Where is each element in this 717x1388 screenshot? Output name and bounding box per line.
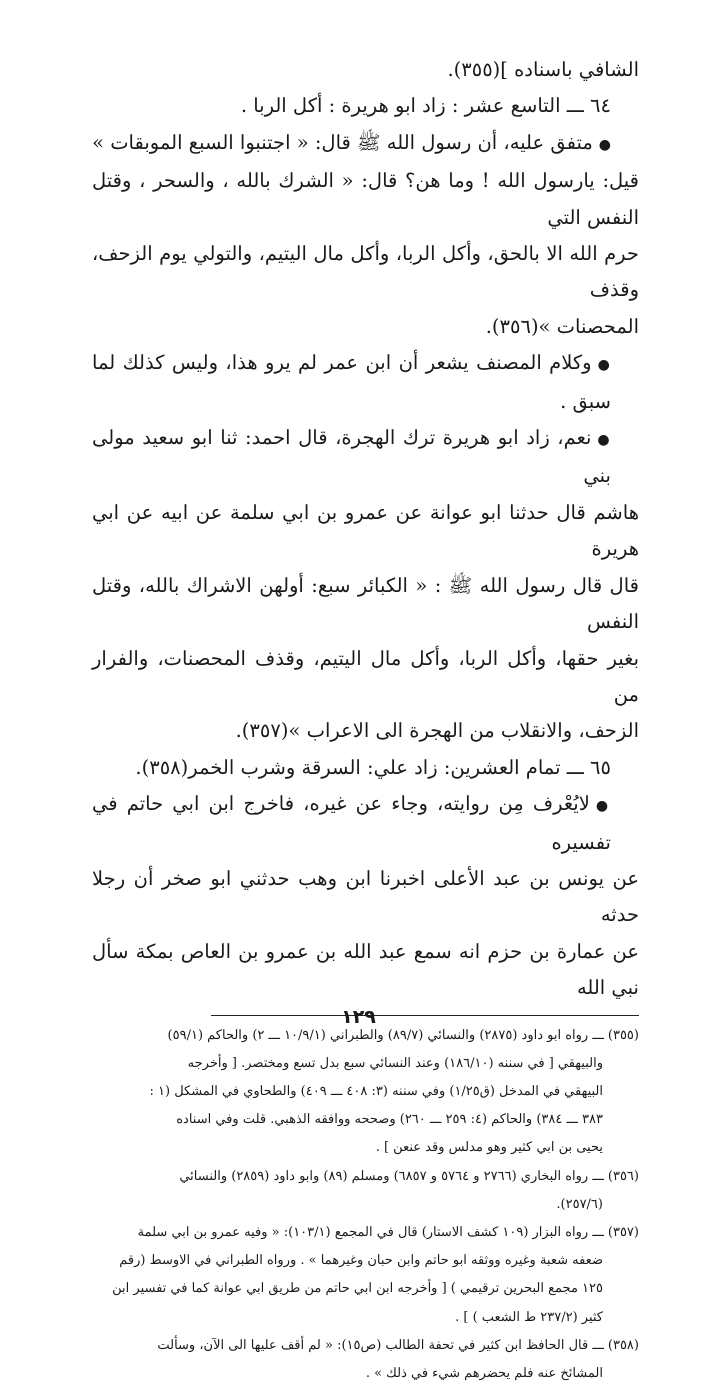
footnote-line: المشائخ عنه فلم يحضرهم شيء في ذلك » . <box>365 1366 603 1381</box>
text-line: المحصنات »(٣٥٦). <box>485 314 639 338</box>
footnote-line: (٣٥٥) ـــ رواه ابو داود (٢٨٧٥) والنسائي (٨٩/٧) والطبراني (١٠/٩/١ ـــ ٢) والحاكم (٥٩/١) <box>167 1027 639 1043</box>
footnote-line: (٣٥٦) ـــ رواه البخاري (٢٧٦٦ و ٥٧٦٤ و ٦٨٥٧) ومسلم (٨٩) وابو داود (٢٨٥٩) والنسائي <box>179 1168 639 1184</box>
footnote-line: ضعفه شعبة وغيره ووثقه ابو حاتم وابن حبان وغيرهما » . ورواه الطبراني في الاوسط (رقم <box>119 1253 603 1269</box>
text-line: عن يونس بن عبد الأعلى اخبرنا ابن وهب حدثني ابو صخر أن رجلا حدثه <box>92 866 639 927</box>
footnote-line: والبيهقي [ في سننه (١٨٦/١٠) وعند النسائي سبع بدل تسع ومختصر. [ وأخرجه <box>187 1055 603 1071</box>
text-line: عن عمارة بن حزم انه سمع عبد الله بن عمرو بن العاص بمكة سأل نبي الله <box>92 939 639 1000</box>
text-line: ٦٤ ـــ التاسع عشر : زاد ابو هريرة : أكل الربا . <box>240 94 611 118</box>
text-line: الشافي باسناده ](٣٥٥). <box>447 58 639 81</box>
text-line: حرم الله الا بالحق، وأكل الربا، وأكل مال اليتيم، والتولي يوم الزحف، وقذف <box>92 242 639 302</box>
footnotes <box>92 1022 639 1388</box>
text-line: ●نعم، زاد ابو هريرة ترك الهجرة، قال احمد: ثنا ابو سعيد مولى بني <box>92 426 612 488</box>
bullet-icon: ● <box>597 357 611 374</box>
footnote-line: ١٢٥ مجمع البحرين ترقيمي ) [ وأخرجه ابن ابي حاتم من طريق ابي عوانة كما في تفسير ابن <box>112 1281 603 1297</box>
footnote-line: (٢٥٧/٦). <box>556 1196 603 1212</box>
footnote-line: البيهقي في المدخل (ق١/٢٥) وفي سننه (٣: ٤٠٨ ـــ ٤٠٩) والطحاوي في المشكل (١ : <box>149 1083 603 1099</box>
text-line: قال قال رسول الله ﷺ : « الكبائر سبع: أولهن الاشراك بالله، وقتل النفس <box>92 573 639 634</box>
footnote-line: يحيى بن ابي كثير وهو مدلس وقد عنعن ] . <box>375 1140 603 1156</box>
text-line: ●وكلام المصنف يشعر أن ابن عمر لم يرو هذا، وليس كذلك لما سبق . <box>92 351 611 413</box>
text-line: بغير حقها، وأكل الربا، وأكل مال اليتيم، وقذف المحصنات، والفرار من <box>92 646 639 706</box>
main-text <box>92 52 639 1007</box>
text-line: ●لايُعْرف مِن روايته، وجاء عن غيره، فاخرج ابن ابي حاتم في تفسيره <box>92 792 611 854</box>
footnote-line: (٣٥٨) ـــ قال الحافظ ابن كثير في تحفة الطالب (ص١٥): « لم أقف عليها الى الآن، وسألت <box>157 1337 639 1353</box>
footnote-line: ٣٨٣ ـــ ٣٨٤) والحاكم (٤: ٢٥٩ ـــ ٢٦٠) وصححه ووافقه الذهبي. قلت وفي اسناده <box>176 1112 603 1128</box>
footnote-line: (٣٥٧) ـــ رواه البزار (١٠٩ كشف الاستار) قال في المجمع (١٠٣/١): « وفيه عمرو بن ابي سلمة <box>137 1224 639 1240</box>
bullet-icon: ● <box>595 798 611 815</box>
text-line: ٦٥ ـــ تمام العشرين: زاد علي: السرقة وشرب الخمر(٣٥٨). <box>135 755 611 779</box>
page-number: ١٢٩ <box>341 1006 376 1028</box>
bullet-icon: ● <box>597 432 612 449</box>
text-line: ●متفق عليه، أن رسول الله ﷺ قال: « اجتنبوا السبع الموبقات » <box>92 130 611 154</box>
text-line: هاشم قال حدثنا ابو عوانة عن عمرو بن ابي سلمة عن ابيه عن ابي هريرة <box>92 500 639 561</box>
footnote-line: كثير (٢٣٧/٢ ط الشعب ) ] . <box>455 1309 603 1325</box>
text-line: قيل: يارسول الله ! وما هن؟ قال: « الشرك بالله ، والسحر ، وقتل النفس التي <box>92 169 639 229</box>
bullet-icon: ● <box>598 136 611 153</box>
text-line: الزحف، والانقلاب من الهجرة الى الاعراب »(٣٥٧). <box>235 719 639 743</box>
